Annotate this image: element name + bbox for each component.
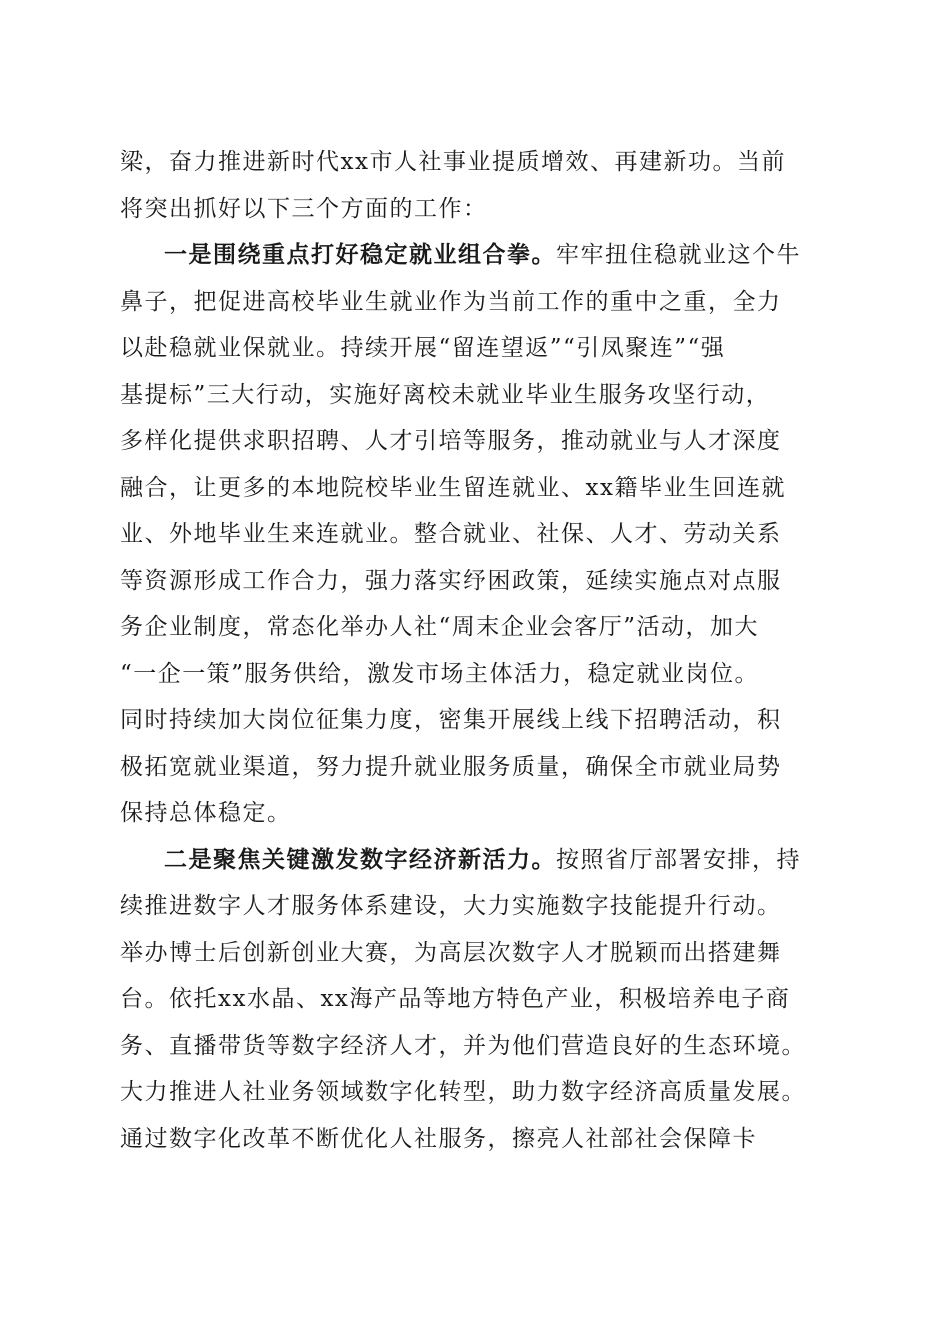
section-2-heading-line xyxy=(120,837,842,884)
text-line: 务企业制度，常态化举办人社“周末企业会客厅”活动，加大 xyxy=(120,614,760,640)
text-line: 同时持续加大岗位征集力度，密集开展线上线下招聘活动，积 xyxy=(120,707,782,733)
text-line: 基提标”三大行动，实施好离校未就业毕业生服务攻坚行动， xyxy=(120,381,771,408)
document-body xyxy=(120,139,842,1162)
section-1-heading-line xyxy=(120,232,842,279)
text-line: 多样化提供求职招聘、人才引培等服务，推动就业与人才深度 xyxy=(120,428,782,454)
text-line: 梁，奋力推进新时代xx市人社事业提质增效、再建新功。当前 xyxy=(120,149,786,175)
text-line: 务、直播带货等数字经济人才，并为他们营造良好的生态环境。 xyxy=(120,1032,806,1059)
text-line: 台。依托xx水晶、xx海产品等地方特色产业，积极培养电子商 xyxy=(120,986,791,1012)
text-line: 续推进数字人才服务体系建设，大力实施数字技能提升行动。 xyxy=(120,893,782,919)
text-line: “一企一策”服务供给，激发市场主体活力，稳定就业岗位。 xyxy=(120,660,760,687)
section-1-lead: 一是围绕重点打好稳定就业组合拳。 xyxy=(164,241,556,268)
text-line: 通过数字化改革不断优化人社服务，擦亮人社部社会保障卡 xyxy=(120,1125,757,1152)
text-line: 极拓宽就业渠道，努力提升就业服务质量，确保全市就业局势 xyxy=(120,753,782,780)
text-line: 融合，让更多的本地院校毕业生留连就业、xx籍毕业生回连就 xyxy=(120,474,786,501)
text-line: 大力推进人社业务领域数字化转型，助力数字经济高质量发展。 xyxy=(120,1079,806,1105)
text-line: 鼻子，把促进高校毕业生就业作为当前工作的重中之重，全力 xyxy=(120,288,782,315)
text-line: 举办博士后创新创业大赛，为高层次数字人才脱颖而出搭建舞 xyxy=(120,939,782,966)
text-line: 将突出抓好以下三个方面的工作： xyxy=(120,195,488,222)
text-line: 保持总体稳定。 xyxy=(120,800,292,826)
text-line: 以赴稳就业保就业。持续开展“留连望返”“引凤聚连”“强 xyxy=(120,335,726,361)
section-2-text: 按照省厅部署安排，持 xyxy=(556,846,801,873)
section-2-lead: 二是聚焦关键激发数字经济新活力。 xyxy=(164,845,556,873)
text-line: 业、外地毕业生来连就业。整合就业、社保、人才、劳动关系 xyxy=(120,521,782,547)
section-1-text: 牢牢扭住稳就业这个牛 xyxy=(556,242,801,268)
text-line: 等资源形成工作合力，强力落实纾困政策，延续实施点对点服 xyxy=(120,567,782,594)
